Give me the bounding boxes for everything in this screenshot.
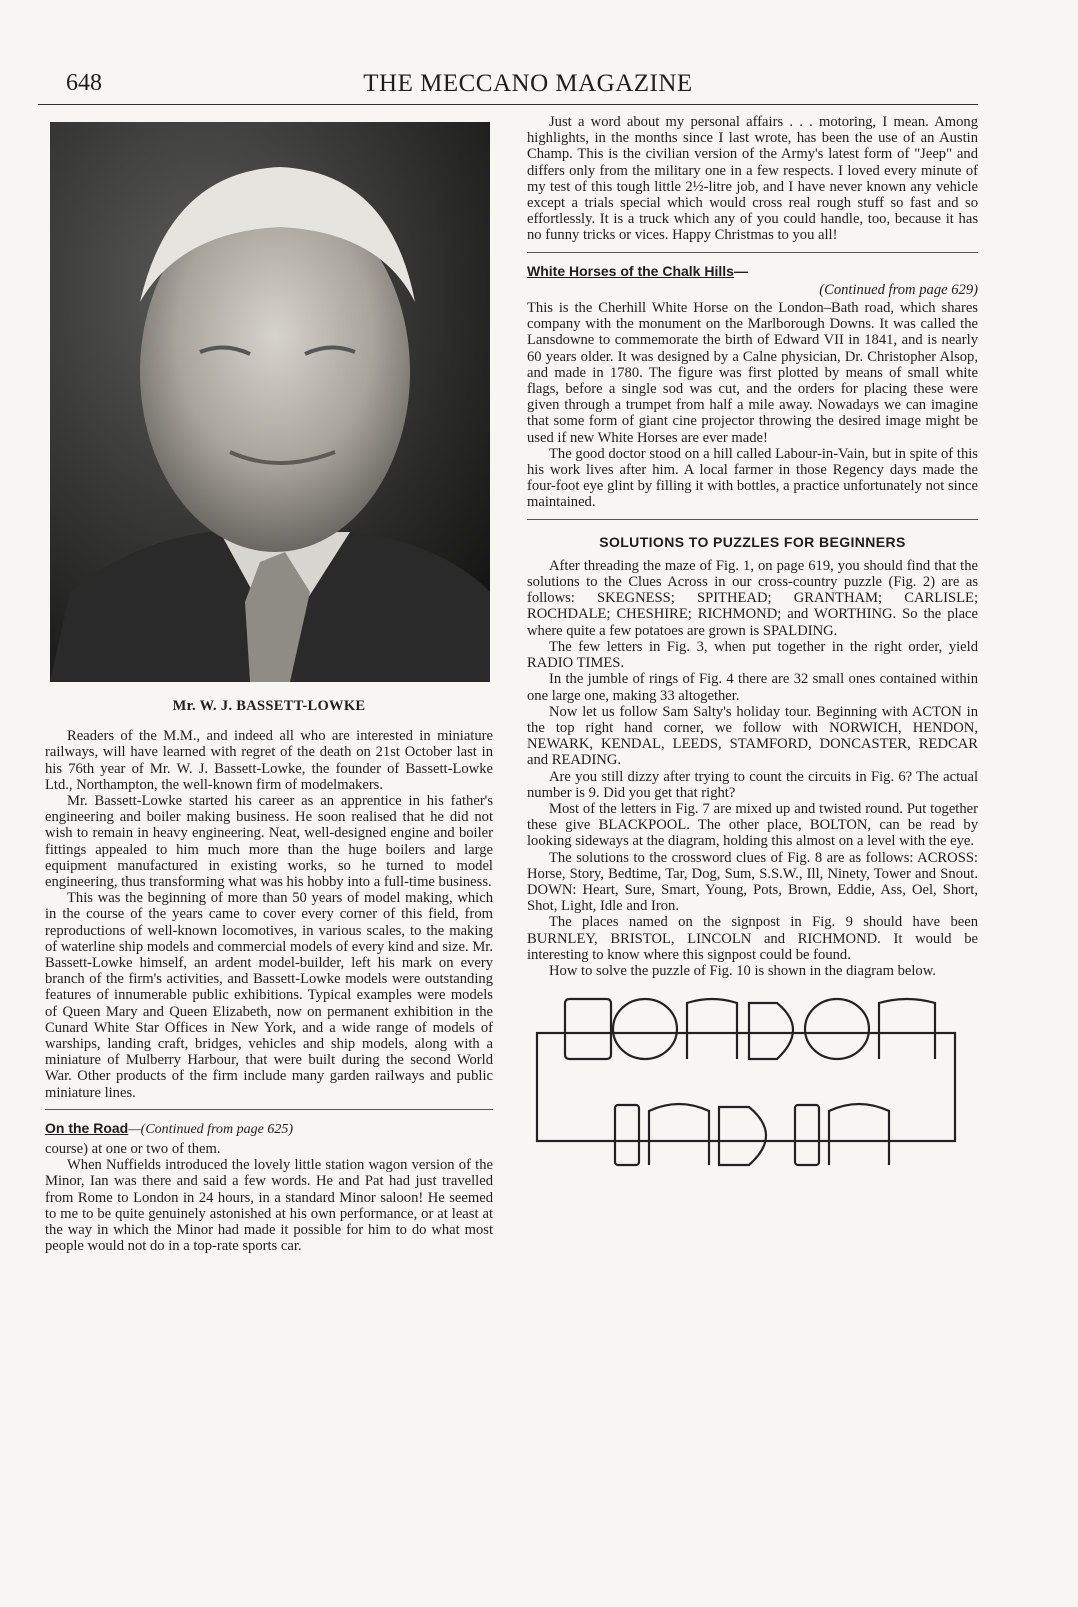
- right-column: [527, 114, 978, 1171]
- white-horses-heading: [527, 263, 978, 279]
- solutions-paragraph: Most of the letters in Fig. 7 are mixed up and twisted round. Put together these give BLACKPOOL. The other place, BOLTON, can be read by looking sideways at the diagram, holding this almost on a level with the eye.: [527, 800, 978, 850]
- on-the-road-heading: [45, 1120, 493, 1138]
- solutions-paragraph: Now let us follow Sam Salty's holiday tour. Beginning with ACTON in the top right hand corner, we follow with NORWICH, HENDON, NEWARK, KENDAL, LEEDS, STAMFORD, DONCASTER, REDCAR and READING.: [527, 703, 978, 769]
- obituary-paragraph: Mr. Bassett-Lowke started his career as an apprentice in his father's engineering and boiler making business. He soon realised that he did not wish to remain in heavy engineering. Neat, well-designed engine and boiler fittings appealed to him much more than the huge boilers and large equipment manufactured in existing works, so he turned to model engineering, thus transforming what was his hobby into a full-time business.: [45, 793, 493, 891]
- obituary-paragraph: Readers of the M.M., and indeed all who are interested in miniature railways, will have learned with regret of the death on 21st October last in his 76th year of Mr. W. J. Bassett-Lowke, the founder of Bassett-Lowke Ltd., Northampton, the well-known firm of modelmakers.: [45, 728, 493, 793]
- solutions-paragraph: The solutions to the crossword clues of Fig. 8 are as follows: ACROSS: Horse, Story, Bedtime, Tar, Dog, Sum, S.S.W., Ill, Ninety, Tower and Snout. DOWN: Heart, Sure, Smart, Young, Pots, Brown, Eddie, Ass, Oel, Short, Shot, Light, Idle and Iron.: [527, 849, 978, 915]
- solutions-paragraph: The places named on the signpost in Fig. 9 should have been BURNLEY, BRISTOL, LINCOLN and RICHMOND. It would be interesting to know where this signpost could be found.: [527, 914, 978, 963]
- solutions-paragraph: Are you still dizzy after trying to count the circuits in Fig. 6? The actual number is 9. Did you get that right?: [527, 768, 978, 801]
- magazine-title: THE MECCANO MAGAZINE: [363, 70, 693, 97]
- page-header: [38, 66, 978, 105]
- solutions-paragraph: In the jumble of rings of Fig. 4 there are 32 small ones contained within one large one, making 33 altogether.: [527, 671, 978, 704]
- portrait-caption: Mr. W. J. BASSETT-LOWKE: [172, 698, 366, 714]
- solutions-paragraph: How to solve the puzzle of Fig. 10 is shown in the diagram below.: [549, 962, 936, 979]
- on-the-road-continued: —(Continued from page 625): [128, 1121, 293, 1137]
- on-the-road-paragraph: course) at one or two of them.: [45, 1141, 221, 1158]
- london-india-maze-diagram: [527, 993, 965, 1171]
- white-horses-dash: —: [733, 262, 748, 279]
- section-divider: [527, 252, 978, 253]
- solutions-heading: SOLUTIONS TO PUZZLES FOR BEGINNERS: [599, 533, 906, 550]
- on-the-road-paragraph: When Nuffields introduced the lovely little station wagon version of the Minor, Ian was there and said a few words. He and Pat had just travelled from Rome to London in 24 hours, in a standard Minor saloon! He seemed to me to be quite genuinely astonished at his own performance, or at least at the way in which the Minor had made it possible for him to do what most people would not do in a top-rate sports car.: [45, 1157, 493, 1255]
- portrait-photo: [50, 122, 490, 682]
- motoring-paragraph: Just a word about my personal affairs . . . motoring, I mean. Among highlights, in the months since I last wrote, has been the use of an Austin Champ. This is the civilian version of the Army's latest form of "Jeep" and differs only from the military one in a few respects. I loved every minute of my test of this tough little 2½-litre job, and I have never known any vehicle except a trials special which would cross real rough stuff so fast and so effortlessly. It is a truck which any of you could handle, too, because it has no funny tricks or vices. Happy Christmas to you all!: [527, 114, 978, 244]
- page-number: 648: [66, 70, 102, 96]
- white-horses-paragraph: This is the Cherhill White Horse on the London–Bath road, which shares company with the monument on the Marlborough Downs. It was called the Lansdowne to commemorate the birth of Edward VII in 1841, and is nearly 60 years older. It was designed by a Calne physician, Dr. Christopher Alsop, and made in 1780. The figure was first plotted by means of small white flags, before a single sod was cut, and the orders for placing these were given through a trumpet from half a mile away. Nowadays we can imagine that some form of giant cine projector throwing the desired image might be used if new White Horses are ever made!: [527, 300, 978, 446]
- section-divider: [527, 519, 978, 520]
- white-horses-continued: (Continued from page 629): [819, 281, 978, 298]
- white-horses-paragraph: The good doctor stood on a hill called Labour-in-Vain, but in spite of this his work lives after him. A local farmer in those Regency days made the four-foot eye glint by filling it with bottles, a practice unfortunately not since maintained.: [527, 445, 978, 511]
- left-column: [45, 122, 493, 1255]
- solutions-paragraph: After threading the maze of Fig. 1, on page 619, you should find that the solutions to the Clues Across in our cross-country puzzle (Fig. 2) are as follows: SKEGNESS; SPITHEAD; GRANTHAM; CARLISLE; ROCHDALE; CHESHIRE; RICHMOND; and WORTHING. So the place where quite a few potatoes are grown is SPALDING.: [527, 557, 978, 639]
- section-divider: [45, 1109, 493, 1110]
- solutions-paragraph: The few letters in Fig. 3, when put together in the right order, yield RADIO TIMES.: [527, 638, 978, 672]
- obituary-paragraph: This was the beginning of more than 50 years of model making, which in the course of the years came to cover every corner of this field, from reproductions of well-known locomotives, in various scales, to the making of waterline ship models and commercial models of every kind and size. Mr. Bassett-Lowke himself, an ardent model-builder, left his mark on every branch of the firm's activities, and Bassett-Lowke models were outstanding features of innumerable public exhibitions. Typical examples were models of Queen Mary and Queen Elizabeth, now on permanent exhibition in the Cunard White Star Offices in New York, and a wide range of models of warships, landing craft, bridges, vehicles and ship models, along with a miniature of Mulberry Harbour, that were built during the second World War. Other products of the firm include many garden railways and public miniature lines.: [45, 890, 493, 1101]
- on-the-road-title: On the Road: [45, 1119, 129, 1136]
- white-horses-title: White Horses of the Chalk Hills: [527, 262, 734, 279]
